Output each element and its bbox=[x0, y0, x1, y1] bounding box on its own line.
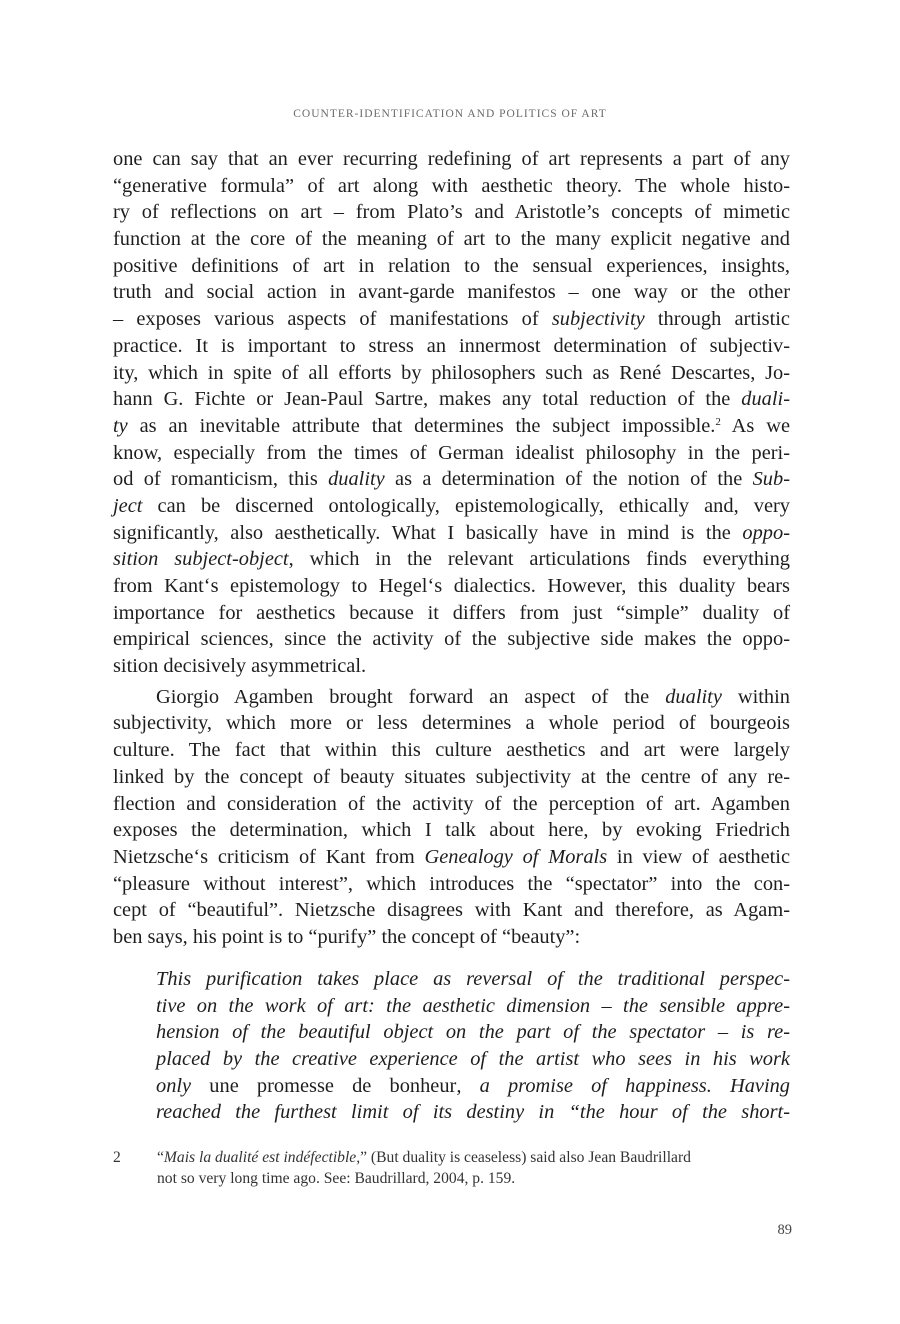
text-line bbox=[113, 306, 790, 333]
text-line: “generative formula” of art along with aesthetic theory. The whole histo- bbox=[113, 174, 790, 197]
emphasis: sition subject-object bbox=[113, 548, 289, 571]
quote-line: tive on the work of art: the aesthetic dimension – the sensible appre- bbox=[156, 994, 790, 1017]
text-line bbox=[113, 493, 790, 520]
text-line: know, especially from the times of German idealist philosophy in the peri- bbox=[113, 441, 790, 464]
text-line bbox=[113, 520, 790, 547]
text-line bbox=[113, 386, 790, 413]
emphasis: Genealogy of Morals bbox=[424, 845, 608, 868]
text-run: within bbox=[737, 685, 790, 708]
text-run: significantly, also aesthetically. What I basically have in mind is the bbox=[113, 521, 731, 544]
text-line: linked by the concept of beauty situates subjectivity at the centre of any re- bbox=[113, 765, 790, 788]
page-number: 89 bbox=[777, 1222, 792, 1238]
text-line: truth and social action in avant-garde manifestos – one way or the other bbox=[113, 281, 790, 304]
footnote-line bbox=[157, 1147, 793, 1168]
text-line: practice. It is important to stress an innermost determination of subjectiv- bbox=[113, 334, 790, 357]
text-run: hann G. Fichte or Jean-Paul Sartre, makes any total reduction of the bbox=[113, 388, 731, 411]
block-quote bbox=[156, 966, 790, 1126]
text-line: function at the core of the meaning of art to the many explicit negative and bbox=[113, 228, 790, 251]
text-run: through artistic bbox=[657, 308, 790, 331]
text-line: “pleasure without interest”, which introduces the “spectator” into the con- bbox=[113, 872, 790, 895]
emphasis: duality bbox=[665, 685, 722, 708]
text-line bbox=[113, 546, 790, 573]
text-run: as an inevitable attribute that determines the subject impossible. bbox=[139, 414, 716, 437]
footnote-reference: 2 bbox=[715, 415, 721, 428]
text-run: can be discerned ontologically, epistemologically, ethically and, very bbox=[157, 494, 790, 517]
text-line bbox=[113, 466, 790, 493]
text-line: ry of reflections on art – from Plato’s and Aristotle’s concepts of mimetic bbox=[113, 201, 790, 224]
text-line: exposes the determination, which I talk about here, by evoking Friedrich bbox=[113, 819, 790, 842]
text-run: “ bbox=[157, 1149, 164, 1166]
text-line: ben says, his point is to “purify” the concept of “beauty”: bbox=[113, 925, 581, 948]
text-line bbox=[113, 684, 790, 711]
quote-line: placed by the creative experience of the artist who sees in his work bbox=[156, 1048, 790, 1071]
running-header: COUNTER-IDENTIFICATION AND POLITICS OF ART bbox=[293, 108, 607, 120]
text-line: importance for aesthetics because it differs from just “simple” duality of bbox=[113, 601, 790, 624]
quote-line: reached the furthest limit of its destiny in “the hour of the short- bbox=[156, 1101, 790, 1124]
text-run: od of romanticism, this bbox=[113, 468, 318, 491]
emphasis: ty bbox=[113, 414, 128, 437]
emphasis: ject bbox=[113, 494, 143, 517]
text-line: one can say that an ever recurring redefining of art represents a part of any bbox=[113, 148, 790, 170]
text-line: subjectivity, which more or less determines a whole period of bourgeois bbox=[113, 712, 790, 735]
text-run: only bbox=[156, 1074, 192, 1097]
quote-line: hension of the beautiful object on the part of the spectator – is re- bbox=[156, 1021, 790, 1044]
footnote-line: not so very long time ago. See: Baudrillard, 2004, p. 159. bbox=[157, 1170, 516, 1187]
text-line: from Kant‘s epistemology to Hegel‘s dialectics. However, this duality bears bbox=[113, 575, 790, 597]
text-run: , a promise of happiness. Having bbox=[456, 1074, 790, 1097]
text-line: empirical sciences, since the activity of the subjective side makes the oppo- bbox=[113, 628, 790, 651]
text-line: sition decisively asymmetrical. bbox=[113, 655, 367, 678]
text-line: culture. The fact that within this culture aesthetics and art were largely bbox=[113, 739, 790, 762]
emphasis: Sub- bbox=[752, 468, 790, 491]
text-run: ” (But duality is ceaseless) said also Jean Baudrillard bbox=[360, 1149, 691, 1166]
text-run: Nietzsche‘s criticism of Kant from bbox=[113, 845, 415, 868]
roman-phrase: une promesse de bonheur bbox=[209, 1074, 457, 1097]
text-run: – exposes various aspects of manifestations of bbox=[113, 308, 539, 331]
footnote-number: 2 bbox=[113, 1149, 121, 1166]
text-line: positive definitions of art in relation to the sensual experiences, insights, bbox=[113, 254, 790, 277]
text-line bbox=[113, 844, 790, 871]
text-line: flection and consideration of the activity of the perception of art. Agamben bbox=[113, 792, 790, 815]
emphasis: duali- bbox=[741, 388, 790, 411]
text-run: Giorgio Agamben brought forward an aspect of the bbox=[156, 685, 650, 708]
footnote-text bbox=[157, 1147, 793, 1189]
text-run: in view of aesthetic bbox=[616, 845, 791, 868]
text-line: ity, which in spite of all efforts by philosophers such as René Descartes, Jo- bbox=[113, 361, 790, 384]
emphasis: duality bbox=[328, 468, 385, 491]
body-text bbox=[113, 146, 790, 951]
emphasis: oppo- bbox=[742, 521, 790, 544]
text-line: cept of “beautiful”. Nietzsche disagrees with Kant and therefore, as Agam- bbox=[113, 899, 790, 922]
emphasis: subjectivity bbox=[551, 308, 645, 331]
quote-line: This purification takes place as reversal of the traditional perspec- bbox=[156, 968, 790, 990]
text-run: as a determination of the notion of the bbox=[395, 468, 743, 491]
text-run: As we bbox=[731, 414, 790, 437]
text-line bbox=[113, 413, 790, 440]
text-run: , which in the relevant articulations finds everything bbox=[288, 548, 790, 571]
quote-line bbox=[156, 1073, 790, 1100]
emphasis: Mais la dualité est indéfectible, bbox=[163, 1149, 361, 1166]
